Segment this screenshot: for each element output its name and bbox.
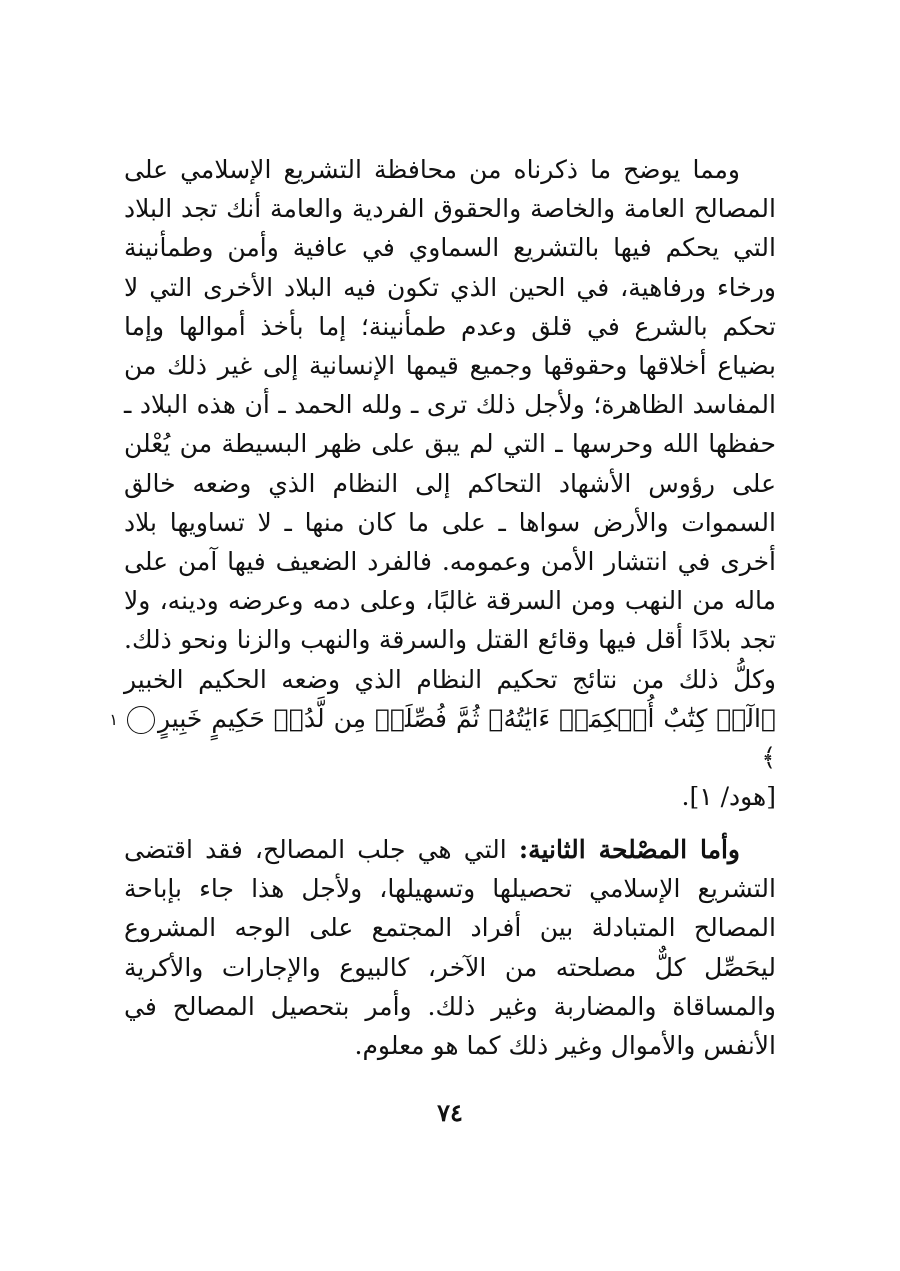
paragraph-1	[109, 150, 777, 816]
paragraph-2-lead: وأما المصْلحة الثانية:	[518, 835, 741, 864]
page-number: ٧٤	[437, 1098, 463, 1127]
verse-close-bracket: ﴾	[761, 743, 776, 773]
paragraph-2-text: التي هي جلب المصالح، فقد اقتضى التشريع الإسلامي تحصيلها وتسهيلها، ولأجل هذا جاء بإباحة المصالح المتبادلة بين أفراد المجتمع على الوجه المشروع ليحَصِّل كلٌّ مصلحته من الآخر، كالبيوع والإجارات والأكرية والمساقاة والمضاربة وغير ذلك. وأمر بتحصيل المصالح في الأنفس والأموال وغير ذلك كما هو معلوم.	[124, 835, 776, 1061]
verse-number-marker: ١	[127, 706, 155, 734]
verse-text: الٓرۚ كِتَٰبٌ أُحۡكِمَتۡ ءَايَٰتُهُۥ ثُمَّ فُصِّلَتۡ مِن لَّدُنۡ حَكِيمٍ خَبِيرٍ	[158, 703, 761, 733]
verse-reference: [هود/ ١].	[681, 782, 776, 812]
paragraph-2	[124, 830, 776, 1065]
quran-verse	[109, 703, 777, 773]
paragraph-1-text: ومما يوضح ما ذكرناه من محافظة التشريع الإسلامي على المصالح العامة والخاصة والحقوق الفردية والعامة أنك تجد البلاد التي يحكم فيها بالتشريع السماوي في عافية وأمن وطمأنينة ورخاء ورفاهية، في الحين الذي تكون فيه البلاد الأخرى التي لا تحكم بالشرع في قلق وعدم طمأنينة؛ إما بأخذ أموالها وإما بضياع أخلاقها وحقوقها وجميع قيمها الإنسانية إلى غير ذلك من المفاسد الظاهرة؛ ولأجل ذلك ترى ـ ولله الحمد ـ أن هذه البلاد ـ حفظها الله وحرسها ـ التي لم يبق على ظهر البسيطة من يُعْلن على رؤوس الأشهاد التحاكم إلى النظام الذي وضعه خالق السموات والأرض سواها ـ على ما كان منها ـ لا تساويها بلاد أخرى في انتشار الأمن وعمومه. فالفرد الضعيف فيها آمن على ماله من النهب ومن السرقة غالبًا، وعلى دمه وعرضه ودينه، ولا تجد بلادًا أقل فيها وقائع القتل والسرقة والنهب والزنا ونحو ذلك. وكلُّ ذلك من نتائج تحكيم النظام الذي وضعه الحكيم الخبير	[124, 155, 776, 694]
paragraph-1-body	[109, 150, 777, 816]
paragraph-2-body	[124, 830, 776, 1065]
verse-open-bracket: ﴿	[761, 703, 777, 733]
